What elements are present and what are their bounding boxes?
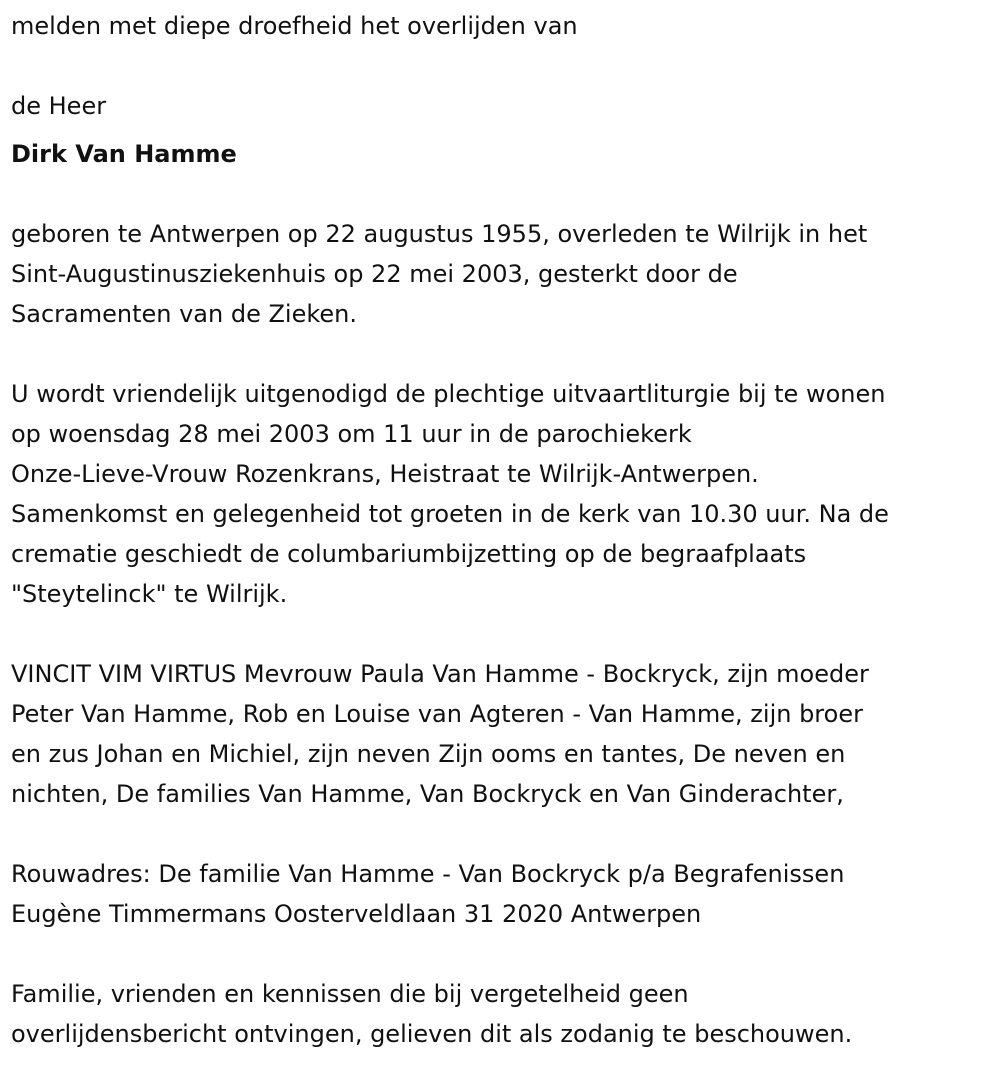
paragraph-line: Familie, vrienden en kennissen die bij vergetelheid geen — [11, 980, 689, 1008]
deceased-name: Dirk Van Hamme — [11, 140, 237, 168]
paragraph-line: en zus Johan en Michiel, zijn neven Zijn ooms en tantes, De neven en — [11, 740, 846, 768]
paragraph-line: Onze-Lieve-Vrouw Rozenkrans, Heistraat te Wilrijk-Antwerpen. — [11, 460, 759, 488]
paragraph-line: Peter Van Hamme, Rob en Louise van Agteren - Van Hamme, zijn broer — [11, 700, 863, 728]
paragraph-line: Sint-Augustinusziekenhuis op 22 mei 2003, gesterkt door de — [11, 260, 738, 288]
paragraph-line: crematie geschiedt de columbariumbijzetting op de begraafplaats — [11, 540, 807, 568]
paragraph-line: Eugène Timmermans Oosterveldlaan 31 2020 Antwerpen — [11, 900, 702, 928]
paragraph-line: Sacramenten van de Zieken. — [11, 300, 357, 328]
paragraph-line: Rouwadres: De familie Van Hamme - Van Bockryck p/a Begrafenissen — [11, 860, 845, 888]
paragraph-line: "Steytelinck" te Wilrijk. — [11, 580, 288, 608]
paragraph-line: geboren te Antwerpen op 22 augustus 1955, overleden te Wilrijk in het — [11, 220, 868, 248]
paragraph-line: U wordt vriendelijk uitgenodigd de plechtige uitvaartliturgie bij te wonen — [11, 380, 886, 408]
paragraph-line: Samenkomst en gelegenheid tot groeten in de kerk van 10.30 uur. Na de — [11, 500, 889, 528]
intro-text: melden met diepe droefheid het overlijden van — [11, 12, 578, 40]
paragraph-line: overlijdensbericht ontvingen, gelieven dit als zodanig te beschouwen. — [11, 1020, 853, 1048]
salutation: de Heer — [11, 92, 107, 120]
paragraph-line: VINCIT VIM VIRTUS Mevrouw Paula Van Hamme - Bockryck, zijn moeder — [11, 660, 869, 688]
paragraph-line: nichten, De families Van Hamme, Van Bockryck en Van Ginderachter, — [11, 780, 844, 808]
paragraph-line: op woensdag 28 mei 2003 om 11 uur in de parochiekerk — [11, 420, 692, 448]
